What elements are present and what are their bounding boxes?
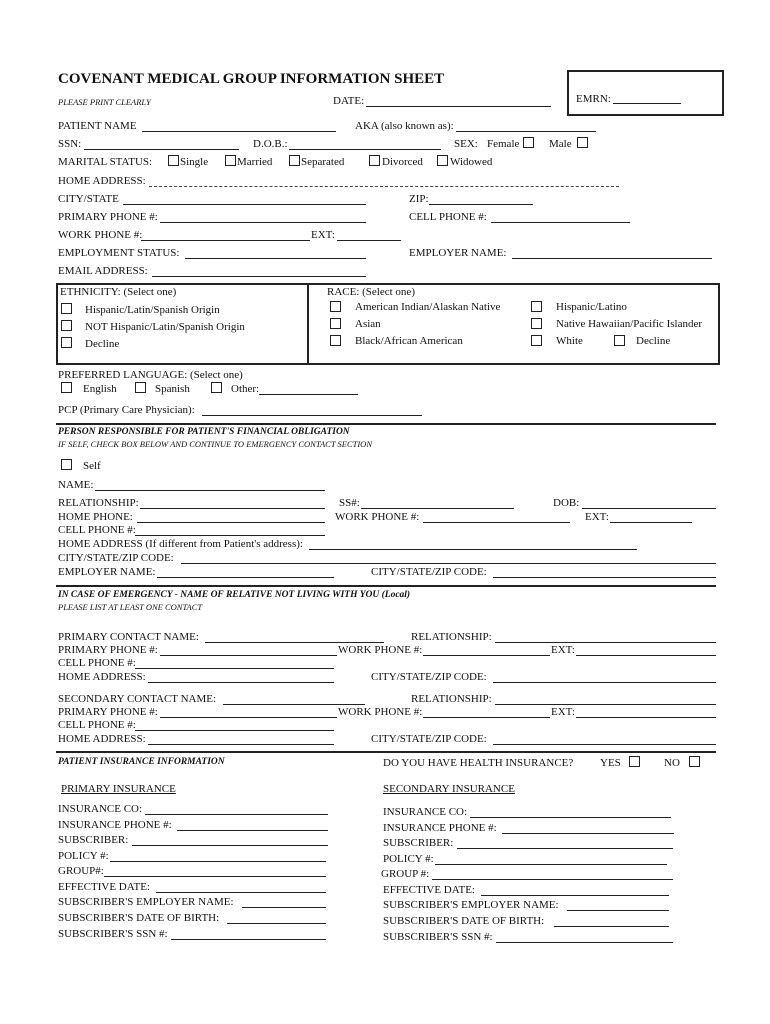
ethnicity-decline-label: Decline [85,338,120,350]
ethnicity-race-divider [307,283,309,363]
marital-widowed-checkbox[interactable] [437,155,448,166]
insurance-no-checkbox[interactable] [689,756,700,767]
primary-subscriber-employer-label: SUBSCRIBER'S EMPLOYER NAME: [58,896,234,908]
race-asian-checkbox[interactable] [330,318,341,329]
ethnicity-not-hispanic-checkbox[interactable] [61,320,72,331]
primary-contact-work-phone-field[interactable] [423,655,550,656]
ssn-label: SSN: [58,138,82,150]
sex-male-label: Male [549,138,572,150]
race-decline-label: Decline [636,335,671,347]
marital-status-label: MARITAL STATUS: [58,156,153,168]
financial-home-phone-field[interactable] [137,522,325,523]
race-hawaiian-checkbox[interactable] [531,318,542,329]
primary-contact-city-field[interactable] [493,682,716,683]
marital-divorced-checkbox[interactable] [369,155,380,166]
secondary-effective-date-label: EFFECTIVE DATE: [383,884,475,896]
primary-contact-ext-field[interactable] [576,655,716,656]
employer-name-label: EMPLOYER NAME: [409,247,507,259]
race-white-checkbox[interactable] [531,335,542,346]
primary-contact-name-label: PRIMARY CONTACT NAME: [58,631,199,643]
secondary-contact-city-field[interactable] [493,744,716,745]
marital-married-checkbox[interactable] [225,155,236,166]
financial-employer-city-label: CITY/STATE/ZIP CODE: [371,566,487,578]
sex-female-label: Female [487,138,520,150]
email-field[interactable] [152,276,366,277]
zip-field[interactable] [429,204,533,205]
financial-header: PERSON RESPONSIBLE FOR PATIENT'S FINANCIAL OBLIGATION [58,427,350,437]
primary-subscriber-field[interactable] [132,845,328,846]
ethnicity-not-hispanic-label: NOT Hispanic/Latin/Spanish Origin [85,321,245,333]
primary-effective-date-field[interactable] [156,892,326,893]
race-hispanic-label: Hispanic/Latino [556,301,627,313]
home-address-label: HOME ADDRESS: [58,175,146,187]
city-state-field[interactable] [123,204,366,205]
financial-section-rule [56,423,716,425]
language-other-checkbox[interactable] [211,382,222,393]
sex-label: SEX: [454,138,478,150]
secondary-contact-ext-field[interactable] [576,717,716,718]
language-english-label: English [83,383,117,395]
financial-city-state-zip-field[interactable] [181,563,716,564]
aka-label: AKA (also known as): [355,120,454,132]
secondary-contact-relationship-label: RELATIONSHIP: [411,693,492,705]
race-asian-label: Asian [355,318,381,330]
secondary-contact-city-label: CITY/STATE/ZIP CODE: [371,733,487,745]
marital-married-label: Married [237,156,273,168]
race-hispanic-checkbox[interactable] [531,301,542,312]
insurance-yes-checkbox[interactable] [629,756,640,767]
secondary-contact-work-phone-label: WORK PHONE #: [338,706,423,718]
financial-cell-phone-field[interactable] [135,535,325,536]
ethnicity-hispanic-label: Hispanic/Latin/Spanish Origin [85,304,220,316]
marital-separated-checkbox[interactable] [289,155,300,166]
work-phone-field[interactable] [141,240,310,241]
secondary-subscriber-employer-field[interactable] [567,910,669,911]
secondary-insurance-phone-field[interactable] [502,833,674,834]
financial-employer-city-field[interactable] [493,577,716,578]
financial-dob-field[interactable] [582,508,716,509]
financial-cell-phone-label: CELL PHONE #: [58,524,136,536]
primary-contact-name-field[interactable] [205,642,384,643]
secondary-subscriber-employer-label: SUBSCRIBER'S EMPLOYER NAME: [383,899,559,911]
primary-contact-ext-label: EXT: [551,644,575,656]
primary-group-field[interactable] [104,876,326,877]
secondary-contact-phone-label: PRIMARY PHONE #: [58,706,158,718]
secondary-effective-date-field[interactable] [481,895,669,896]
secondary-subscriber-ssn-field[interactable] [496,942,673,943]
financial-work-phone-field[interactable] [423,522,570,523]
language-other-label: Other: [231,383,260,395]
cell-phone-label: CELL PHONE #: [409,211,487,223]
secondary-contact-address-label: HOME ADDRESS: [58,733,146,745]
emrn-field[interactable] [613,103,681,104]
dob-label: D.O.B.: [253,138,288,150]
ethnicity-header: ETHNICITY: (Select one) [60,286,177,298]
primary-policy-label: POLICY #: [58,850,109,862]
financial-self-checkbox[interactable] [61,459,72,470]
employer-name-field[interactable] [512,258,712,259]
race-header: RACE: (Select one) [327,286,415,298]
race-hawaiian-label: Native Hawaiian/Pacific Islander [556,318,702,330]
secondary-contact-relationship-field[interactable] [495,704,716,705]
financial-ext-label: EXT: [585,511,609,523]
primary-contact-relationship-field[interactable] [495,642,716,643]
marital-divorced-label: Divorced [382,156,423,168]
financial-name-label: NAME: [58,479,94,491]
race-american-indian-checkbox[interactable] [330,301,341,312]
insurance-yes-label: YES [600,757,621,769]
ssn-field[interactable] [84,149,239,150]
secondary-insurance-title: SECONDARY INSURANCE [383,783,515,795]
primary-phone-field[interactable] [160,222,366,223]
work-ext-field[interactable] [337,240,401,241]
primary-effective-date-label: EFFECTIVE DATE: [58,881,150,893]
language-other-field[interactable] [259,394,358,395]
primary-phone-label: PRIMARY PHONE #: [58,211,158,223]
primary-subscriber-ssn-field[interactable] [171,939,326,940]
secondary-insurance-phone-label: INSURANCE PHONE #: [383,822,497,834]
pcp-label: PCP (Primary Care Physician): [58,404,195,416]
financial-city-state-zip-label: CITY/STATE/ZIP CODE: [58,552,174,564]
financial-home-address-label: HOME ADDRESS (If different from Patient's address): [58,538,303,550]
secondary-policy-field[interactable] [435,864,667,865]
primary-contact-cell-field[interactable] [135,668,334,669]
primary-subscriber-employer-field[interactable] [242,907,326,908]
language-spanish-checkbox[interactable] [135,382,146,393]
date-field[interactable] [366,106,551,107]
primary-contact-cell-label: CELL PHONE #: [58,657,136,669]
primary-group-label: GROUP#: [58,865,104,877]
primary-subscriber-dob-field[interactable] [227,923,326,924]
financial-employer-name-label: EMPLOYER NAME: [58,566,156,578]
marital-widowed-label: Widowed [450,156,493,168]
print-clearly-note: PLEASE PRINT CLEARLY [58,97,151,107]
primary-contact-relationship-label: RELATIONSHIP: [411,631,492,643]
financial-name-field[interactable] [95,490,325,491]
secondary-group-label: GROUP #: [381,868,430,880]
work-ext-label: EXT: [311,229,335,241]
emrn-label: EMRN: [576,93,611,105]
insurance-section-rule [56,751,716,753]
city-state-label: CITY/STATE [58,193,119,205]
secondary-insurance-co-label: INSURANCE CO: [383,806,468,818]
marital-single-checkbox[interactable] [168,155,179,166]
primary-policy-field[interactable] [110,861,326,862]
financial-relationship-field[interactable] [140,508,325,509]
form-title: COVENANT MEDICAL GROUP INFORMATION SHEET [58,71,445,87]
secondary-contact-cell-label: CELL PHONE #: [58,719,136,731]
secondary-contact-name-field[interactable] [223,704,365,705]
race-american-indian-label: American Indian/Alaskan Native [355,301,501,313]
primary-insurance-co-label: INSURANCE CO: [58,803,143,815]
dob-field[interactable] [289,149,441,150]
employment-status-label: EMPLOYMENT STATUS: [58,247,180,259]
language-spanish-label: Spanish [155,383,190,395]
secondary-contact-name-label: SECONDARY CONTACT NAME: [58,693,217,705]
home-address-field[interactable] [149,186,619,187]
employment-status-field[interactable] [185,258,366,259]
primary-insurance-title: PRIMARY INSURANCE [61,783,176,795]
sex-female-checkbox[interactable] [523,137,534,148]
financial-relationship-label: RELATIONSHIP: [58,497,139,509]
pcp-field[interactable] [202,415,422,416]
secondary-subscriber-field[interactable] [457,848,673,849]
race-black-checkbox[interactable] [330,335,341,346]
financial-ext-field[interactable] [610,522,692,523]
ethnicity-decline-checkbox[interactable] [61,337,72,348]
race-decline-checkbox[interactable] [614,335,625,346]
patient-name-field[interactable] [142,131,336,132]
secondary-subscriber-ssn-label: SUBSCRIBER'S SSN #: [383,931,493,943]
financial-ss-label: SS#: [339,497,360,509]
primary-contact-phone-label: PRIMARY PHONE #: [58,644,158,656]
sex-male-checkbox[interactable] [577,137,588,148]
secondary-policy-label: POLICY #: [383,853,434,865]
primary-subscriber-label: SUBSCRIBER: [58,834,129,846]
financial-dob-label: DOB: [553,497,580,509]
financial-ss-field[interactable] [361,508,514,509]
primary-insurance-co-field[interactable] [145,814,328,815]
marital-single-label: Single [180,156,209,168]
financial-home-phone-label: HOME PHONE: [58,511,133,523]
primary-contact-address-label: HOME ADDRESS: [58,671,146,683]
secondary-contact-work-phone-field[interactable] [423,717,550,718]
secondary-contact-ext-label: EXT: [551,706,575,718]
language-english-checkbox[interactable] [61,382,72,393]
secondary-contact-address-field[interactable] [148,744,334,745]
date-label: DATE: [333,95,365,107]
primary-contact-city-label: CITY/STATE/ZIP CODE: [371,671,487,683]
cell-phone-field[interactable] [491,222,630,223]
email-label: EMAIL ADDRESS: [58,265,148,277]
marital-separated-label: Separated [301,156,345,168]
secondary-contact-phone-field[interactable] [160,717,337,718]
primary-subscriber-ssn-label: SUBSCRIBER'S SSN #: [58,928,168,940]
primary-contact-work-phone-label: WORK PHONE #: [338,644,423,656]
primary-contact-phone-field[interactable] [160,655,337,656]
insurance-no-label: NO [664,757,680,769]
emergency-subheader: PLEASE LIST AT LEAST ONE CONTACT [58,602,203,612]
race-white-label: White [556,335,583,347]
patient-name-label: PATIENT NAME [58,120,137,132]
aka-field[interactable] [456,131,596,132]
secondary-insurance-co-field[interactable] [470,817,671,818]
emergency-section-rule [56,585,716,587]
work-phone-label: WORK PHONE #: [58,229,143,241]
insurance-header: PATIENT INSURANCE INFORMATION [58,757,225,767]
primary-insurance-phone-field[interactable] [177,830,328,831]
secondary-group-field[interactable] [432,879,673,880]
secondary-subscriber-dob-field[interactable] [554,926,669,927]
financial-home-address-field[interactable] [309,549,637,550]
primary-insurance-phone-label: INSURANCE PHONE #: [58,819,172,831]
primary-contact-address-field[interactable] [148,682,334,683]
financial-subheader: IF SELF, CHECK BOX BELOW AND CONTINUE TO EMERGENCY CONTACT SECTION [58,439,372,449]
ethnicity-hispanic-checkbox[interactable] [61,303,72,314]
financial-employer-name-field[interactable] [157,577,334,578]
health-insurance-question: DO YOU HAVE HEALTH INSURANCE? [383,757,574,769]
secondary-subscriber-dob-label: SUBSCRIBER'S DATE OF BIRTH: [383,915,545,927]
race-black-label: Black/African American [355,335,463,347]
financial-work-phone-label: WORK PHONE #: [335,511,420,523]
financial-self-label: Self [83,460,101,472]
primary-subscriber-dob-label: SUBSCRIBER'S DATE OF BIRTH: [58,912,220,924]
emergency-header: IN CASE OF EMERGENCY - NAME OF RELATIVE NOT LIVING WITH YOU (Local) [58,590,411,600]
secondary-contact-cell-field[interactable] [135,730,334,731]
secondary-subscriber-label: SUBSCRIBER: [383,837,454,849]
zip-label: ZIP: [409,193,429,205]
language-header: PREFERRED LANGUAGE: (Select one) [58,369,243,381]
